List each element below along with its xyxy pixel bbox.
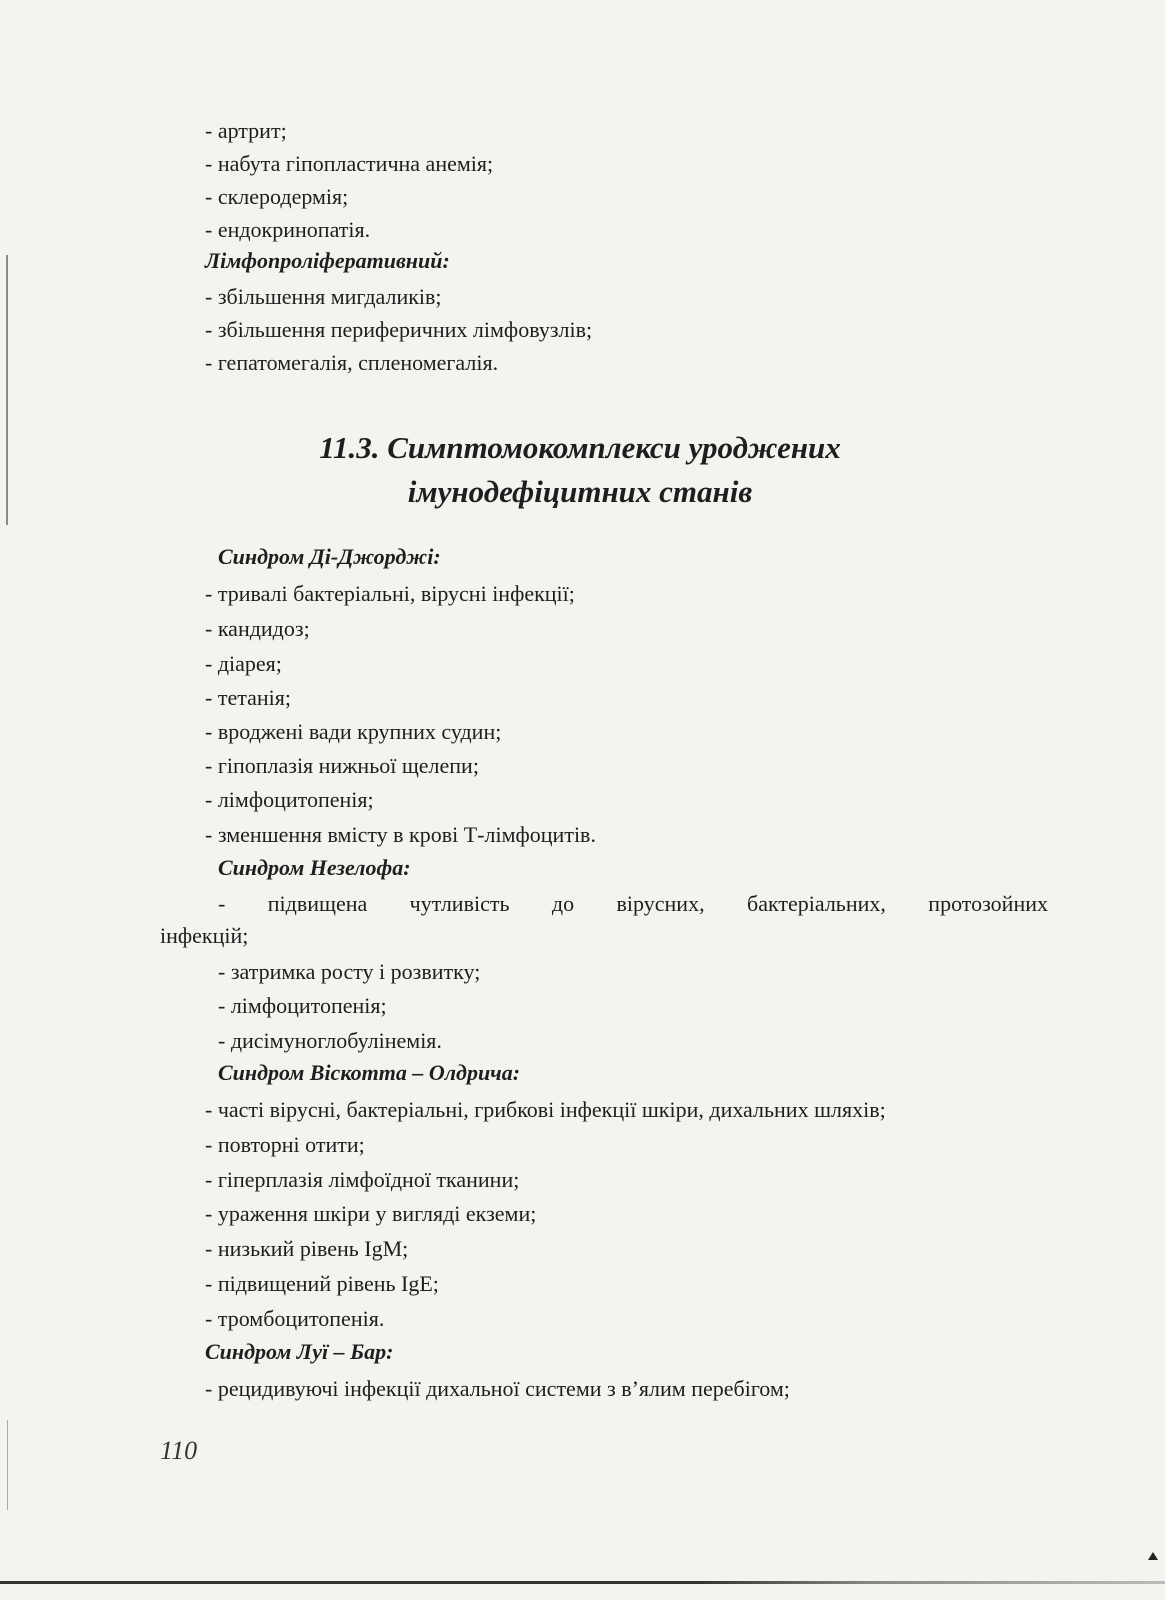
list-item: - кандидоз; — [205, 616, 310, 641]
list-item: - тетанія; — [205, 685, 291, 710]
list-item: - вроджені вади крупних судин; — [205, 719, 502, 744]
list-item-continuation: інфекцій; — [160, 923, 249, 948]
subheading-louis-bar: Синдром Луї – Бар: — [205, 1339, 394, 1364]
list-item: - гіперплазія лімфоїдної тканини; — [205, 1167, 520, 1192]
scan-edge-shadow — [6, 255, 8, 525]
section-title-line2: імунодефіцитних станів — [407, 474, 753, 509]
page-number: 110 — [160, 1436, 198, 1465]
list-item: - повторні отити; — [205, 1132, 365, 1157]
list-item: - низький рівень IgM; — [205, 1236, 409, 1261]
list-item: - діарея; — [205, 651, 282, 676]
subheading-digeorge: Синдром Ді-Джорджі: — [218, 544, 441, 569]
list-item: - рецидивуючі інфекції дихальної системи з в’ялим перебігом; — [205, 1376, 790, 1401]
section-title-line1: 11.3. Симптомокомплекси уроджених — [319, 430, 841, 465]
list-item: - дисімуноглобулінемія. — [218, 1028, 442, 1053]
list-item: - ураження шкіри у вигляді екземи; — [205, 1201, 537, 1226]
list-item: - гепатомегалія, спленомегалія. — [205, 350, 499, 375]
subheading-nezelof: Синдром Незелофа: — [218, 855, 411, 880]
scan-bottom-edge — [0, 1581, 1165, 1584]
subheading-wiskott-aldrich: Синдром Віскотта – Олдрича: — [218, 1060, 521, 1085]
list-item: - часті вірусні, бактеріальні, грибкові інфекції шкіри, дихальних шляхів; — [205, 1097, 886, 1122]
list-item: - гіпоплазія нижньої щелепи; — [205, 753, 479, 778]
list-item: - підвищена чутливість до вірусних, бактеріальних, протозойних — [218, 891, 1048, 916]
list-item: - лімфоцитопенія; — [218, 993, 387, 1018]
list-item: - ендокринопатія. — [205, 217, 371, 242]
list-item: - збільшення периферичних лімфовузлів; — [205, 317, 593, 342]
list-item: - тривалі бактеріальні, вірусні інфекції; — [205, 581, 575, 606]
list-item: - збільшення мигдаликів; — [205, 284, 442, 309]
list-item: - лімфоцитопенія; — [205, 787, 374, 812]
corner-arrow-icon — [1148, 1552, 1158, 1560]
list-item: - зменшення вмісту в крові Т-лімфоцитів. — [205, 822, 596, 847]
list-item: - підвищений рівень IgE; — [205, 1271, 439, 1296]
scan-edge-shadow-lower — [7, 1420, 8, 1510]
list-item: - тромбоцитопенія. — [205, 1306, 385, 1331]
list-item: - затримка росту і розвитку; — [218, 959, 481, 984]
list-item: - набута гіпопластична анемія; — [205, 151, 494, 176]
list-item: - артрит; — [205, 118, 287, 143]
list-item: - склеродермія; — [205, 184, 349, 209]
subheading-lymphoproliferative: Лімфопроліферативний: — [205, 248, 450, 273]
